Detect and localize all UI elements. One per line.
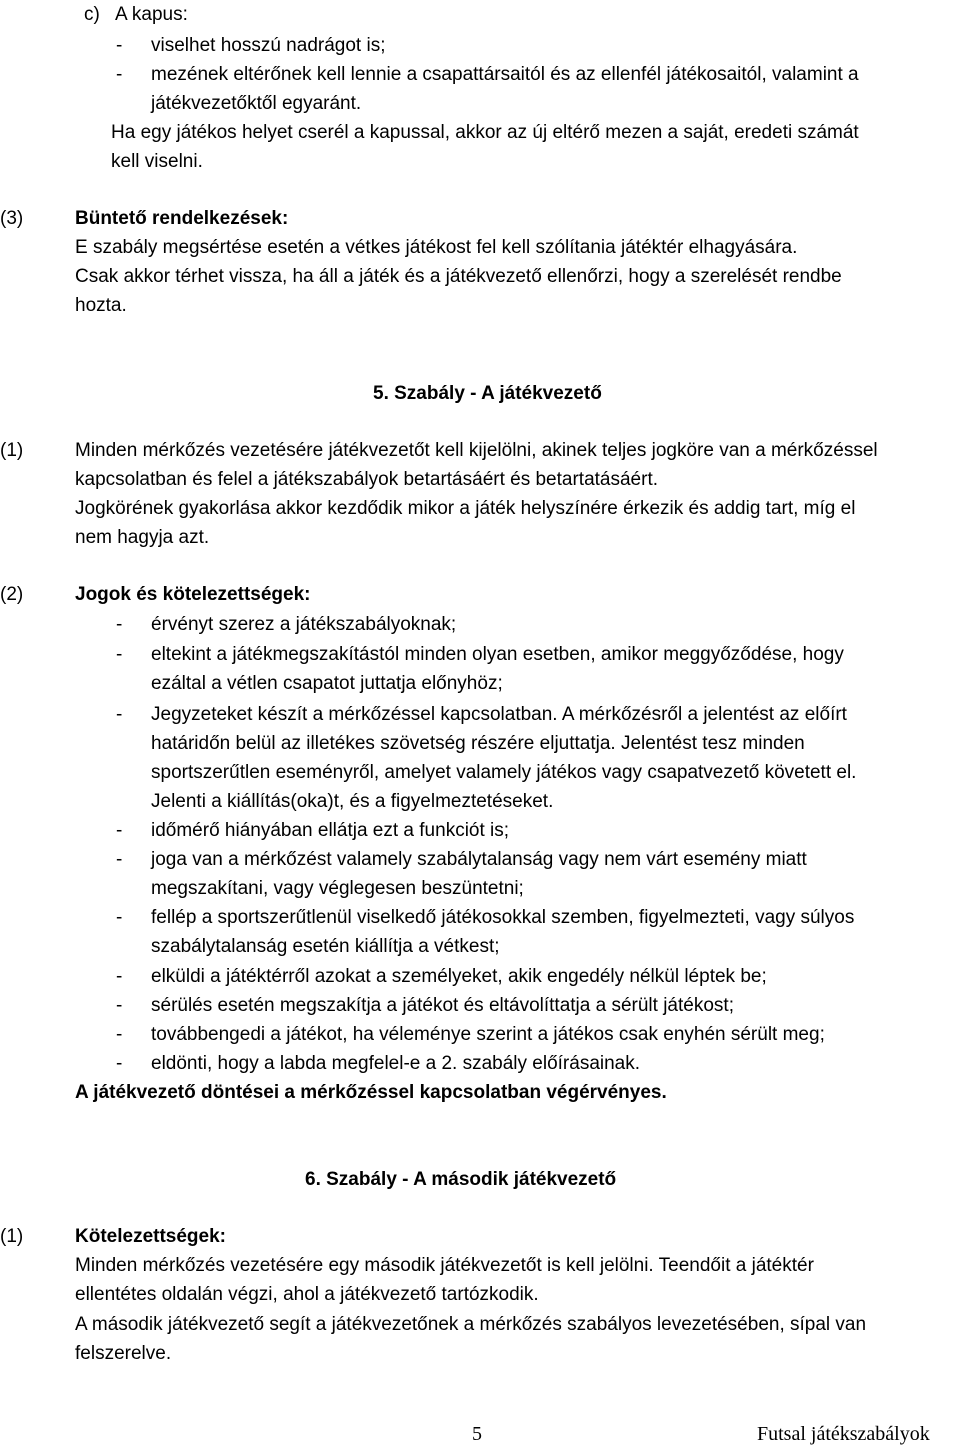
paragraph-line: Csak akkor térhet vissza, ha áll a játék és a játékvezető ellenőrzi, hogy a szerelését rendbe: [75, 266, 842, 287]
goalkeeper-heading: A kapus:: [115, 4, 188, 25]
paragraph-line: kell viselni.: [111, 151, 203, 172]
dash-bullet: -: [116, 1024, 123, 1045]
list-item: fellép a sportszerűtlenül viselkedő játékosokkal szemben, figyelmezteti, vagy súlyos: [151, 907, 855, 928]
list-item-continuation: játékvezetőktől egyaránt.: [151, 93, 362, 114]
list-item: sérülés esetén megszakítja a játékot és eltávolíttatja a sérült játékost;: [151, 995, 734, 1016]
dash-bullet: -: [116, 35, 123, 56]
paragraph-line: E szabály megsértése esetén a vétkes játékost fel kell szólítania játéktér elhagyására.: [75, 237, 798, 258]
dash-bullet: -: [116, 704, 123, 725]
dash-bullet: -: [116, 966, 123, 987]
dash-bullet: -: [116, 644, 123, 665]
section-number: (1): [0, 440, 24, 461]
paragraph-line: kapcsolatban és felel a játékszabályok betartásáért és betartatásáért.: [75, 469, 659, 490]
section-heading: Büntető rendelkezések:: [75, 208, 289, 229]
rule-6-title: 6. Szabály - A második játékvezető: [305, 1169, 617, 1190]
list-item: elküldi a játéktérről azokat a személyeket, akik engedély nélkül léptek be;: [151, 966, 767, 987]
paragraph-line: felszerelve.: [75, 1343, 172, 1364]
list-item-continuation: határidőn belül az illetékes szövetség részére eljuttatja. Jelentést tesz minden: [151, 733, 805, 754]
section-number: (1): [0, 1226, 24, 1247]
dash-bullet: -: [116, 1053, 123, 1074]
section-number: (2): [0, 584, 24, 605]
list-item-continuation: ezáltal a vétlen csapatot juttatja előnyhöz;: [151, 673, 503, 694]
paragraph-line: Minden mérkőzés vezetésére játékvezetőt kell kijelölni, akinek teljes jogköre van a mérkőzéssel: [75, 440, 878, 461]
list-item: továbbengedi a játékot, ha véleménye szerint a játékos csak enyhén sérült meg;: [151, 1024, 825, 1045]
paragraph-line: Minden mérkőzés vezetésére egy második játékvezetőt is kell jelölni. Teendőit a játéktér: [75, 1255, 814, 1276]
list-item: joga van a mérkőzést valamely szabálytalanság vagy nem várt esemény miatt: [151, 849, 807, 870]
paragraph-line: hozta.: [75, 295, 127, 316]
list-item-continuation: sportszerűtlen eseményről, amelyet valamely játékos vagy csapatvezető követett el.: [151, 762, 857, 783]
list-item: érvényt szerez a játékszabályoknak;: [151, 614, 457, 635]
list-item-continuation: megszakítani, vagy véglegesen beszüntetni;: [151, 878, 524, 899]
dash-bullet: -: [116, 849, 123, 870]
list-item: mezének eltérőnek kell lennie a csapattársaitól és az ellenfél játékosaitól, valamint a: [151, 64, 859, 85]
list-item-continuation: Jelenti a kiállítás(oka)t, és a figyelmeztetéseket.: [151, 791, 554, 812]
dash-bullet: -: [116, 64, 123, 85]
section-number: (3): [0, 208, 24, 229]
list-item: viselhet hosszú nadrágot is;: [151, 35, 386, 56]
list-item: időmérő hiányában ellátja ezt a funkciót is;: [151, 820, 510, 841]
paragraph-line: Jogkörének gyakorlása akkor kezdődik mikor a játék helyszínére érkezik és addig tart, míg el: [75, 498, 856, 519]
list-item: eldönti, hogy a labda megfelel-e a 2. szabály előírásainak.: [151, 1053, 641, 1074]
dash-bullet: -: [116, 820, 123, 841]
list-label-c: c): [84, 4, 100, 25]
list-item: Jegyzeteket készít a mérkőzéssel kapcsolatban. A mérkőzésről a jelentést az előírt: [151, 704, 847, 725]
dash-bullet: -: [116, 614, 123, 635]
list-item-continuation: szabálytalanság esetén kiállítja a vétkest;: [151, 936, 500, 957]
paragraph-line: nem hagyja azt.: [75, 527, 210, 548]
paragraph-line: ellentétes oldalán végzi, ahol a játékvezető tartózkodik.: [75, 1284, 539, 1305]
page-number: 5: [472, 1423, 482, 1445]
rule-5-title: 5. Szabály - A játékvezető: [373, 383, 602, 404]
dash-bullet: -: [116, 907, 123, 928]
footer-title: Futsal játékszabályok: [757, 1423, 930, 1445]
section-heading: Kötelezettségek:: [75, 1226, 226, 1247]
dash-bullet: -: [116, 995, 123, 1016]
list-item: eltekint a játékmegszakítástól minden olyan esetben, amikor meggyőződése, hogy: [151, 644, 844, 665]
section-heading: Jogok és kötelezettségek:: [75, 584, 311, 605]
final-statement: A játékvezető döntései a mérkőzéssel kapcsolatban végérvényes.: [75, 1082, 667, 1103]
paragraph-line: Ha egy játékos helyet cserél a kapussal, akkor az új eltérő mezen a saját, eredeti számát: [111, 122, 859, 143]
paragraph-line: A második játékvezető segít a játékvezetőnek a mérkőzés szabályos levezetésében, sípal van: [75, 1314, 867, 1335]
